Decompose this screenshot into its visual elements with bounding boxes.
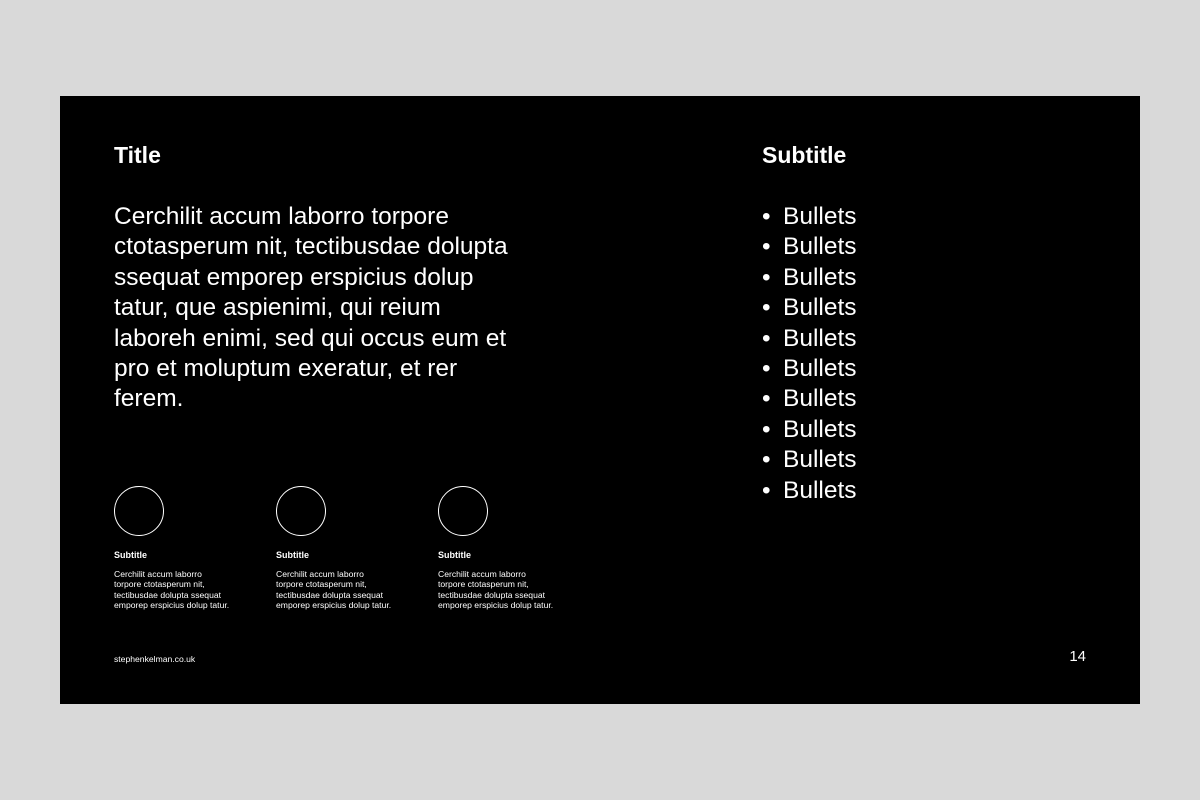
body-line: pro et moluptum exeratur, et rer (114, 355, 458, 383)
column-line: torpore ctotasperum nit, (276, 579, 367, 590)
page-number: 14 (1069, 648, 1086, 665)
feature-column (276, 486, 426, 610)
circle-icon (276, 486, 326, 536)
bullet-item: • Bullets (762, 445, 857, 475)
column-line: tectibusdae dolupta ssequat (276, 589, 384, 600)
bullet-item: • Bullets (762, 202, 857, 232)
column-line: Cerchilit accum laborro (438, 569, 526, 579)
body-line: tatur, que aspienimi, qui reium (114, 294, 441, 322)
column-text (276, 569, 426, 610)
body-line: Cerchilit accum laborro torpore (114, 203, 449, 230)
column-line: torpore ctotasperum nit, (114, 579, 205, 590)
body-line: laboreh enimi, sed qui occus eum et (114, 324, 507, 352)
slide (60, 96, 1140, 704)
bullet-item: • Bullets (762, 476, 857, 506)
bullet-item: • Bullets (762, 324, 857, 354)
bullet-item: • Bullets (762, 384, 857, 414)
bullet-item: • Bullets (762, 354, 857, 384)
column-line: tectibusdae dolupta ssequat (114, 589, 222, 600)
column-line: Cerchilit accum laborro (276, 569, 364, 579)
body-line: ssequat emporep erspicius dolup (114, 263, 474, 291)
column-line: emporep erspicius dolup tatur. (114, 599, 230, 610)
feature-column (438, 486, 588, 610)
bullet-item: • Bullets (762, 232, 857, 262)
bullet-item: • Bullets (762, 293, 857, 323)
bullet-list (762, 202, 857, 506)
column-subtitle: Subtitle (276, 550, 309, 560)
column-subtitle: Subtitle (438, 550, 471, 560)
footer-url: stephenkelman.co.uk (114, 654, 196, 664)
body-line: ferem. (114, 385, 184, 413)
circle-icon (114, 486, 164, 536)
column-text (438, 569, 588, 610)
body-line: ctotasperum nit, tectibusdae dolupta (114, 233, 508, 261)
circle-icon (438, 486, 488, 536)
bullet-item: • Bullets (762, 263, 857, 293)
column-line: Cerchilit accum laborro (114, 569, 202, 579)
feature-column (114, 486, 264, 610)
column-line: emporep erspicius dolup tatur. (276, 599, 392, 610)
body-text (114, 202, 508, 415)
column-line: tectibusdae dolupta ssequat (438, 589, 546, 600)
column-line: emporep erspicius dolup tatur. (438, 599, 554, 610)
column-text (114, 569, 264, 610)
bullet-item: • Bullets (762, 415, 857, 445)
slide-subtitle: Subtitle (762, 142, 847, 168)
column-subtitle: Subtitle (114, 550, 147, 560)
column-line: torpore ctotasperum nit, (438, 579, 529, 590)
slide-title: Title (114, 142, 161, 168)
